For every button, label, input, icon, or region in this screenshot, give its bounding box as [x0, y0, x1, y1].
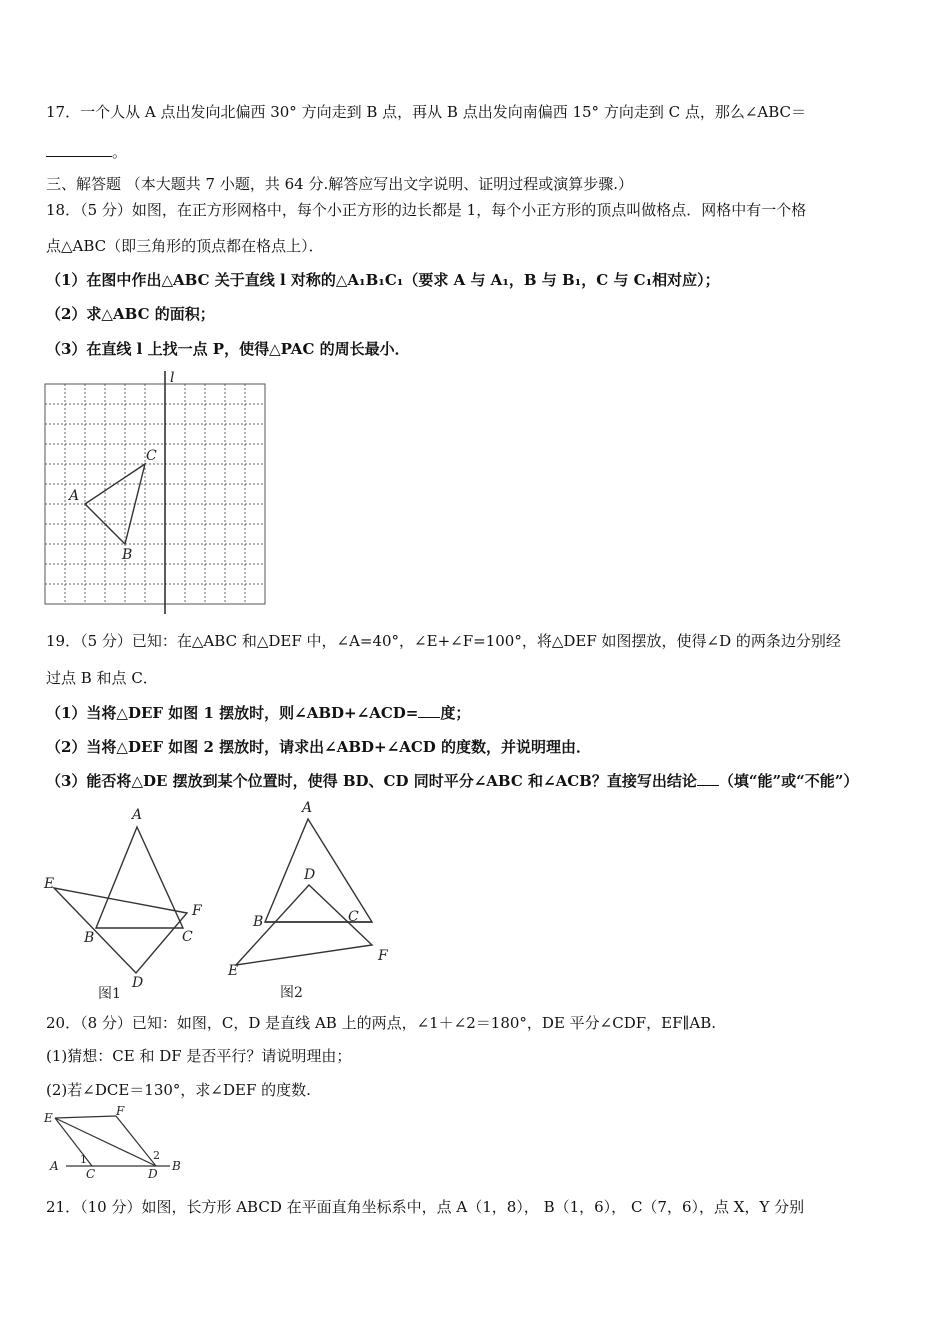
q19-fig1-label-a: A [132, 807, 143, 823]
q17-answer-line [46, 142, 127, 162]
q18-part3: （3）在直线 l 上找一点 P，使得△PAC 的周长最小． [46, 340, 410, 358]
q20-label-d: D [148, 1167, 158, 1180]
q19-fig1-label-f: F [192, 903, 202, 919]
q20-label-e: E [44, 1111, 53, 1125]
q20-part1: (1)猜想：CE 和 DF 是否平行？请说明理由； [46, 1047, 352, 1065]
q19-part3-text: （3）能否将△DE 摆放到某个位置时，使得 BD、CD 同时平分∠ABC 和∠ACB？直接写出结论 [46, 772, 697, 790]
q19-fig1-triangle-def [54, 888, 187, 973]
q19-fig1-label-b: B [84, 930, 95, 946]
q19-fig2-label-e: E [228, 963, 239, 979]
section3-heading: 三、解答题 （本大题共 7 小题，共 64 分.解答应写出文字说明、证明过程或演算步骤.） [46, 175, 634, 193]
q18-label-l: l [170, 370, 175, 386]
q19-fig2-label-c: C [348, 909, 359, 925]
q21-line1: 21．（10 分）如图，长方形 ABCD 在平面直角坐标系中，点 A（1，8）， B（1，6）， C（7，6），点 X，Y 分别 [46, 1198, 805, 1216]
q19-part3-blank[interactable] [697, 785, 719, 786]
q19-fig2-triangle-abc [265, 819, 372, 922]
q20-part2: (2)若∠DCE＝130°，求∠DEF 的度数. [46, 1081, 311, 1099]
q18-grid-figure [40, 366, 280, 616]
q19-part1-text: （1）当将△DEF 如图 1 摆放时，则∠ABD+∠ACD= [46, 704, 419, 722]
q18-part2: （2）求△ABC 的面积； [46, 305, 215, 323]
q18-line1: 18．（5 分）如图，在正方形网格中，每个小正方形的边长都是 1，每个小正方形的顶点叫做格点．网格中有一个格 [46, 201, 807, 219]
q19-fig2-caption: 图2 [280, 985, 303, 1001]
q19-fig2-label-a: A [302, 800, 313, 816]
q20-label-angle2: 2 [153, 1149, 160, 1162]
q19-fig1-label-c: C [182, 929, 193, 945]
q20-label-f: F [116, 1104, 125, 1118]
q19-fig2-label-b: B [253, 914, 264, 930]
q19-line2: 过点 B 和点 C． [46, 669, 158, 687]
q19-figure2 [222, 795, 402, 1005]
q20-label-b: B [172, 1159, 181, 1173]
q20-segment-ed [55, 1118, 156, 1166]
q20-figure [40, 1104, 190, 1180]
q19-fig1-triangle-abc [96, 827, 183, 928]
q20-segment-ef [55, 1116, 116, 1118]
q19-part1-blank[interactable] [418, 717, 440, 718]
q19-line1: 19．（5 分）已知：在△ABC 和△DEF 中，∠A=40°，∠E+∠F=100°，将△DEF 如图摆放，使得∠D 的两条边分别经 [46, 632, 841, 650]
q18-line2: 点△ABC（即三角形的顶点都在格点上）． [46, 237, 324, 255]
q19-fig1-label-d: D [132, 975, 144, 991]
q20-segment-fd [116, 1116, 156, 1166]
q20-line1: 20．（8 分）已知：如图，C，D 是直线 AB 上的两点，∠1＋∠2＝180°，DE 平分∠CDF，EF∥AB. [46, 1014, 717, 1032]
q19-part3-hint: （填“能”或“不能”） [718, 772, 859, 790]
q17-answer-blank[interactable] [46, 156, 112, 157]
q18-label-c: C [146, 448, 157, 464]
q19-part2: （2）当将△DEF 如图 2 摆放时，请求出∠ABD+∠ACD 的度数，并说明理由． [46, 738, 592, 756]
q19-part1 [46, 703, 470, 723]
q20-label-angle1: 1 [80, 1153, 87, 1166]
q17-end: 。 [112, 143, 128, 161]
q19-figure1 [40, 800, 220, 1005]
q19-part1-unit: 度； [440, 704, 471, 722]
q19-fig2-label-d: D [304, 867, 316, 883]
q19-fig1-caption: 图1 [98, 986, 121, 1002]
q18-part1: （1）在图中作出△ABC 关于直线 l 对称的△A₁B₁C₁（要求 A 与 A₁，B 与 B₁，C 与 C₁相对应）； [46, 271, 720, 289]
q20-label-a: A [50, 1159, 59, 1173]
q19-fig1-label-e: E [44, 876, 55, 892]
q19-part3 [46, 771, 858, 791]
q20-label-c: C [86, 1167, 96, 1180]
q18-label-a: A [69, 488, 80, 504]
q18-label-b: B [122, 547, 133, 563]
q19-fig2-label-f: F [378, 948, 388, 964]
q17-line1: 17．一个人从 A 点出发向北偏西 30° 方向走到 B 点，再从 B 点出发向南偏西 15° 方向走到 C 点，那么∠ABC＝ [46, 103, 807, 121]
